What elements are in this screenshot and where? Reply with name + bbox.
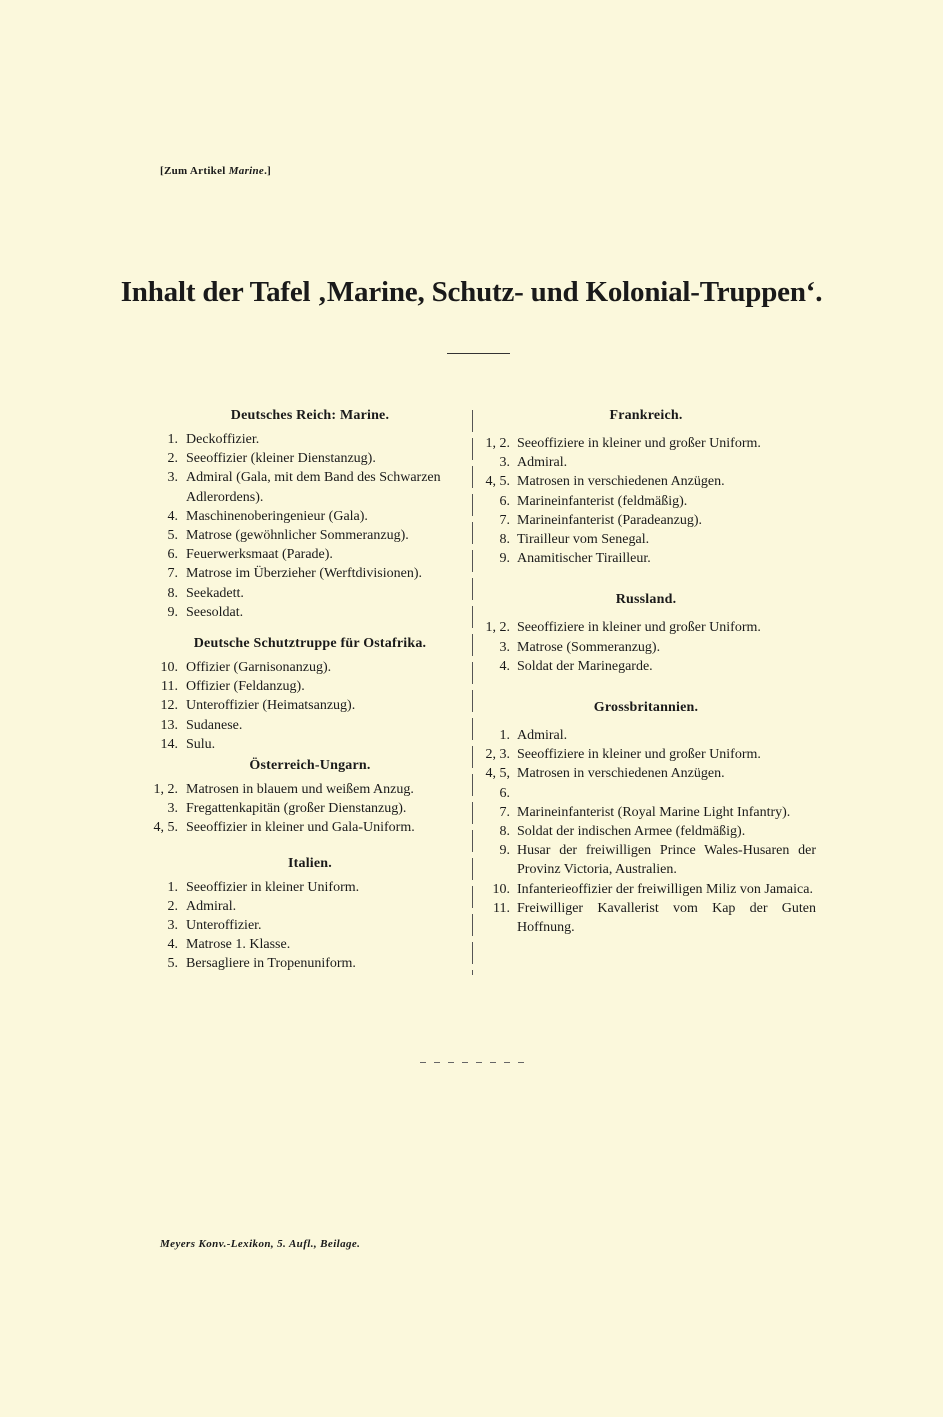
item-text: Seeoffizier (kleiner Dienstanzug). (186, 451, 376, 467)
item-text: Matrosen in blauem und weißem Anzug. (186, 782, 414, 798)
item-number: 9. (167, 604, 178, 620)
list-item (145, 658, 475, 677)
item-number: 11. (493, 900, 510, 916)
item-number: 2. (167, 451, 178, 467)
title-rule (447, 353, 510, 354)
item-number: 2. (167, 898, 178, 914)
item-text: Sulu. (186, 736, 216, 752)
list-item (476, 657, 816, 676)
item-number: 4. (167, 937, 178, 953)
item-text: Matrose 1. Klasse. (186, 937, 291, 953)
right-column (476, 408, 816, 937)
section-deutsches-reich (145, 408, 475, 622)
list-item (476, 492, 816, 511)
section-frankreich (476, 408, 816, 568)
list-item (476, 618, 816, 637)
item-text: Feuerwerksmaat (Parade). (186, 547, 333, 563)
list-item (476, 841, 816, 879)
item-number: 7. (167, 566, 178, 582)
item-number: 14. (160, 736, 178, 752)
section-title: Deutsche Schutztruppe für Ostafrika. (193, 636, 427, 652)
end-rule (420, 1062, 532, 1063)
item-text: Seekadett. (186, 585, 244, 601)
item-number: 4, 5. (153, 820, 178, 836)
item-number: 1, 2. (485, 436, 510, 451)
list-item (145, 897, 475, 916)
item-text: Matrose (gewöhnlicher Sommeranzug). (186, 528, 409, 544)
item-number: 1. (167, 879, 178, 895)
item-number: 9. (499, 843, 510, 859)
item-number: 4. (499, 658, 510, 674)
item-text: Matrose im Überzieher (Werftdivisionen). (186, 566, 423, 582)
list-item (145, 878, 475, 897)
list-item (145, 430, 475, 449)
item-text: Marineinfanterist (Royal Marine Light Infantry). (517, 804, 791, 820)
list-item (145, 780, 475, 799)
list-item (476, 764, 816, 802)
item-number: 9. (499, 551, 510, 567)
section-title: Russland. (615, 592, 677, 608)
article-reference-name: Marine (228, 165, 265, 177)
list-item (476, 803, 816, 822)
item-number: 1. (167, 432, 178, 447)
item-text: Admiral. (517, 728, 568, 744)
item-text: Offizier (Garnisonanzug). (186, 660, 332, 676)
list-item (145, 564, 475, 583)
item-number: 5. (167, 956, 178, 972)
item-text: Freiwilliger Kavallerist vom Kap der Guten Hoffnung. (517, 900, 816, 936)
page-title: Inhalt der Tafel ‚Marine, Schutz- und Kolonial-Truppen‘. (120, 276, 823, 308)
item-text: Seeoffiziere in kleiner und großer Uniform. (517, 436, 761, 451)
item-number: 4, 5. (485, 474, 510, 490)
item-text: Matrosen in verschiedenen Anzügen. (517, 766, 725, 782)
list-item (145, 818, 475, 837)
footer-source: Meyers Konv.-Lexikon, 5. Aufl., Beilage. (160, 1238, 361, 1250)
section-title: Grossbritannien. (593, 700, 699, 716)
article-reference-note (160, 165, 271, 177)
list-item (145, 449, 475, 468)
list-item (476, 745, 816, 764)
item-list (145, 878, 475, 974)
item-number: 6. (499, 493, 510, 509)
item-text: Unteroffizier. (186, 918, 262, 934)
list-item (476, 511, 816, 530)
item-number: 5. (167, 528, 178, 544)
item-number: 1. (499, 728, 510, 744)
list-item (476, 453, 816, 472)
list-item (476, 434, 816, 453)
list-item (145, 935, 475, 954)
list-item (476, 822, 816, 841)
column-divider (472, 410, 473, 975)
item-text: Admiral (Gala, mit dem Band des Schwarzen Adlerordens). (186, 470, 441, 505)
item-text: Anamitischer Tirailleur. (517, 551, 651, 567)
list-item (145, 468, 475, 506)
item-text: Seeoffiziere in kleiner und großer Uniform. (517, 747, 761, 763)
item-list (145, 430, 475, 622)
item-number: 10. (492, 881, 510, 897)
item-list (145, 658, 475, 754)
list-item (145, 735, 475, 754)
item-number: 7. (499, 512, 510, 528)
item-text: Seesoldat. (186, 604, 244, 620)
item-text: Matrose (Sommeranzug). (517, 639, 661, 655)
item-number: 1, 2. (153, 782, 178, 798)
item-text: Maschinenoberingenieur (Gala). (186, 508, 368, 524)
item-list (476, 726, 816, 937)
item-text: Seeoffiziere in kleiner und großer Uniform. (517, 620, 761, 636)
list-item (145, 545, 475, 564)
list-item (145, 799, 475, 818)
item-text: Deckoffizier. (186, 432, 260, 447)
list-item (145, 677, 475, 696)
item-number: 3. (499, 639, 510, 655)
item-text: Tirailleur vom Senegal. (517, 532, 650, 548)
list-item (145, 954, 475, 973)
item-text: Sudanese. (186, 717, 243, 733)
list-item (476, 880, 816, 899)
item-text: Soldat der indischen Armee (feldmäßig). (517, 824, 746, 840)
list-item (145, 507, 475, 526)
item-text: Admiral. (517, 455, 568, 471)
list-item (145, 584, 475, 603)
left-column (145, 408, 475, 974)
item-text: Admiral. (186, 898, 237, 914)
item-text: Bersagliere in Tropenuniform. (186, 956, 356, 972)
list-item (476, 530, 816, 549)
list-item (476, 726, 816, 745)
item-number: 3. (167, 470, 178, 486)
item-text: Unteroffizier (Heimatsanzug). (186, 698, 356, 714)
section-title: Deutsches Reich: Marine. (230, 408, 390, 423)
item-number: 3. (499, 455, 510, 471)
item-text: Soldat der Marinegarde. (517, 658, 653, 674)
item-text: Seeoffizier in kleiner und Gala-Uniform. (186, 820, 415, 836)
section-title: Italien. (288, 855, 332, 871)
section-ostafrika (145, 636, 475, 754)
item-list (476, 618, 816, 676)
section-russland (476, 592, 816, 676)
item-number: 8. (499, 532, 510, 548)
item-text: Marineinfanterist (feldmäßig). (517, 493, 688, 509)
list-item (476, 899, 816, 937)
item-number: 7. (499, 804, 510, 820)
item-number: 6. (167, 547, 178, 563)
item-number: 3. (167, 801, 178, 817)
item-text: Infanterieoffizier der freiwilligen Miliz von Jamaica. (517, 881, 813, 897)
section-title: Österreich-Ungarn. (249, 758, 371, 774)
item-number: 10. (160, 660, 178, 676)
section-italien (145, 856, 475, 974)
item-number: 11. (161, 679, 178, 695)
section-oesterreich-ungarn (145, 758, 475, 838)
section-grossbritannien (476, 700, 816, 937)
item-list (145, 780, 475, 838)
article-reference-prefix: [Zum Artikel (160, 165, 229, 177)
item-text: Matrosen in verschiedenen Anzügen. (517, 474, 725, 490)
article-reference-suffix: .] (264, 165, 272, 177)
item-text: Seeoffizier in kleiner Uniform. (186, 879, 360, 895)
list-item (476, 549, 816, 568)
item-number: 3. (167, 918, 178, 934)
list-item (476, 472, 816, 491)
item-number: 8. (499, 824, 510, 840)
item-number: 4, 5, 6. (485, 766, 510, 801)
section-title: Frankreich. (609, 408, 683, 423)
list-item (476, 638, 816, 657)
list-item (145, 526, 475, 545)
item-number: 8. (167, 585, 178, 601)
item-text: Offizier (Feldanzug). (186, 679, 305, 695)
list-item (145, 603, 475, 622)
item-text: Marineinfanterist (Paradeanzug). (517, 512, 703, 528)
item-number: 13. (160, 717, 178, 733)
list-item (145, 716, 475, 735)
item-number: 12. (160, 698, 178, 714)
list-item (145, 696, 475, 715)
item-number: 1, 2. (485, 620, 510, 636)
item-text: Husar der freiwilligen Prince Wales-Husaren der Provinz Victoria, Australien. (517, 843, 816, 878)
item-text: Fregattenkapitän (großer Dienstanzug). (186, 801, 407, 817)
item-number: 4. (167, 508, 178, 524)
item-number: 2, 3. (485, 747, 510, 763)
item-list (476, 434, 816, 568)
list-item (145, 916, 475, 935)
